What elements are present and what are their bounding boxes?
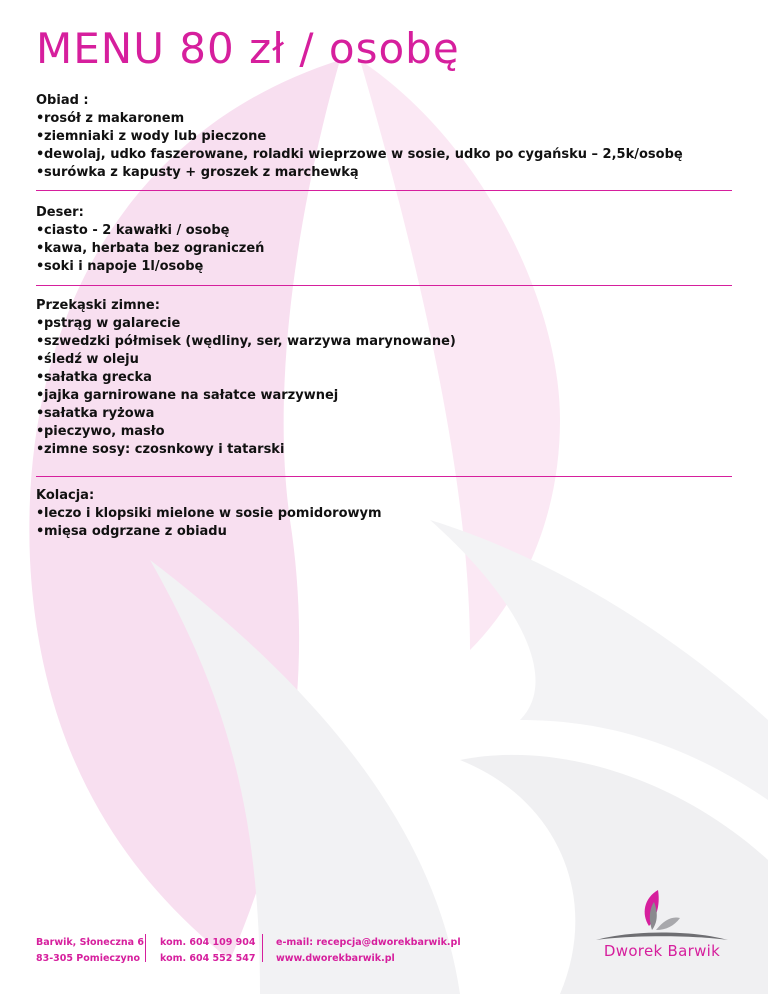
bullet: • (36, 111, 45, 126)
list-item: •dewolaj, udko faszerowane, roladki wieprzowe w sosie, udko po cygańsku – 2,5k/osobę (36, 147, 683, 162)
section-deser (36, 204, 736, 276)
bullet: • (36, 223, 45, 238)
list-item: •leczo i klopsiki mielone w sosie pomidorowym (36, 506, 382, 521)
logo-grey-leaf-right (656, 918, 680, 931)
section-obiad (36, 92, 736, 182)
list-item: •mięsa odgrzane z obiadu (36, 524, 227, 539)
website-link[interactable]: www.dworekbarwik.pl (276, 953, 395, 964)
list-item: •sałatka grecka (36, 370, 152, 385)
item-list (36, 505, 736, 541)
footer-separator (145, 934, 146, 962)
item-list (36, 110, 736, 182)
section-heading: Przekąski zimne: (36, 298, 160, 313)
logo-swoosh (596, 933, 728, 941)
list-item: •kawa, herbata bez ograniczeń (36, 241, 265, 256)
bullet: • (36, 316, 45, 331)
list-item: •pieczywo, masło (36, 424, 165, 439)
section-heading: Obiad : (36, 93, 89, 108)
section-heading: Deser: (36, 205, 84, 220)
bullet: • (36, 388, 45, 403)
section-divider (36, 190, 732, 191)
footer-separator (262, 934, 263, 962)
bullet: • (36, 165, 45, 180)
section-heading: Kolacja: (36, 488, 95, 503)
bullet: • (36, 506, 45, 521)
footer-address (36, 935, 144, 967)
address-line: Barwik, Słoneczna 6 (36, 937, 144, 948)
list-item: •śledź w oleju (36, 352, 139, 367)
footer-contact (276, 935, 461, 967)
bullet: • (36, 334, 45, 349)
list-item: •ciasto - 2 kawałki / osobę (36, 223, 230, 238)
item-list (36, 222, 736, 276)
bullet: • (36, 370, 45, 385)
list-item: •szwedzki półmisek (wędliny, ser, warzywa marynowane) (36, 334, 456, 349)
section-przekaski (36, 297, 736, 459)
bullet: • (36, 352, 45, 367)
footer-phones (160, 935, 256, 967)
list-item: •sałatka ryżowa (36, 406, 155, 421)
bullet: • (36, 406, 45, 421)
bullet: • (36, 259, 45, 274)
section-kolacja (36, 487, 736, 541)
bullet: • (36, 524, 45, 539)
phone-line: kom. 604 552 547 (160, 953, 256, 964)
bullet: • (36, 147, 45, 162)
logo-wordmark: Dworek Barwik (603, 942, 721, 960)
list-item: •surówka z kapusty + groszek z marchewką (36, 165, 359, 180)
list-item: •zimne sosy: czosnkowy i tatarski (36, 442, 285, 457)
bullet: • (36, 241, 45, 256)
list-item: •jajka garnirowane na sałatce warzywnej (36, 388, 339, 403)
list-item: •ziemniaki z wody lub pieczone (36, 129, 267, 144)
list-item: •rosół z makaronem (36, 111, 185, 126)
item-list (36, 315, 736, 459)
section-divider (36, 285, 732, 286)
phone-line: kom. 604 109 904 (160, 937, 256, 948)
section-divider (36, 476, 732, 477)
email-link[interactable]: e-mail: recepcja@dworekbarwik.pl (276, 937, 461, 948)
bullet: • (36, 424, 45, 439)
bullet: • (36, 442, 45, 457)
list-item: •pstrąg w galarecie (36, 316, 181, 331)
page-title: MENU 80 zł / osobę (36, 24, 460, 73)
list-item: •soki i napoje 1l/osobę (36, 259, 204, 274)
bullet: • (36, 129, 45, 144)
address-line: 83-305 Pomieczyno (36, 953, 141, 964)
